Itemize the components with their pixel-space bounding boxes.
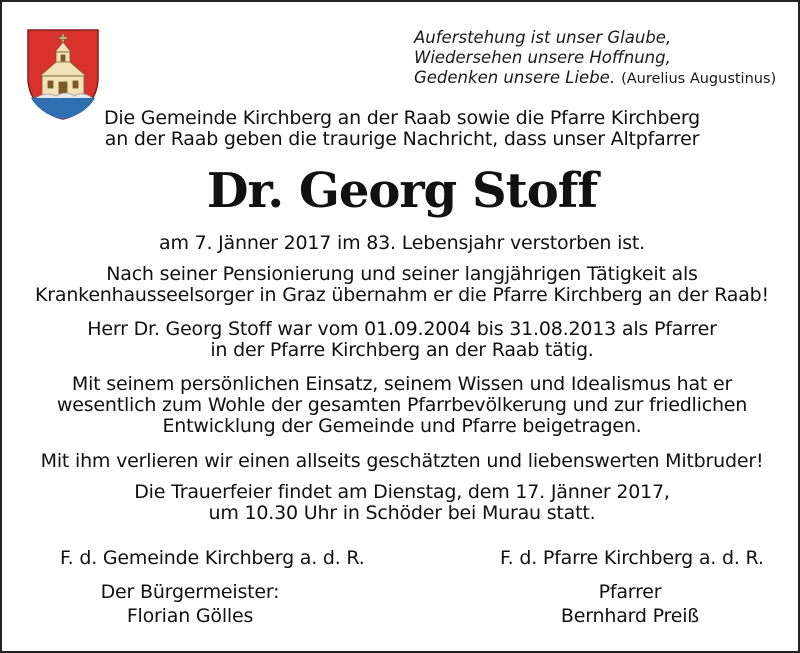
paragraph-career [2, 264, 800, 306]
quote-author: (Aurelius Augustinus) [621, 71, 777, 87]
signature-org: F. d. Gemeinde Kirchberg a. d. R. [60, 547, 365, 569]
paragraph-line: Die Trauerfeier findet am Dienstag, dem 17. Jänner 2017, [134, 481, 670, 503]
death-date-line: am 7. Jänner 2017 im 83. Lebensjahr verstorben ist. [159, 232, 645, 254]
signature-name: Bernhard Preiß [560, 605, 700, 627]
paragraph-line: Entwicklung der Gemeinde und Pfarre beigetragen. [162, 415, 642, 437]
signature-municipality [60, 546, 365, 628]
paragraph-funeral [2, 482, 800, 524]
intro-line: Die Gemeinde Kirchberg an der Raab sowie die Pfarre Kirchberg [103, 107, 701, 129]
paragraph-line: Mit seinem persönlichen Einsatz, seinem Wissen und Idealismus hat er [71, 373, 733, 395]
paragraph-line: Mit ihm verlieren wir einen allseits geschätzten und liebenswerten Mitbruder! [40, 450, 764, 472]
signature-role: Pfarrer [598, 581, 662, 603]
church-coat-of-arms-icon [26, 28, 100, 120]
paragraph-line: Nach seiner Pensionierung und seiner langjährigen Tätigkeit als [106, 263, 698, 285]
paragraph-loss [2, 451, 800, 472]
signature-name: Florian Gölles [126, 605, 254, 627]
paragraph-line: in der Pfarre Kirchberg an der Raab tätig. [210, 339, 594, 361]
death-date-text [2, 233, 800, 254]
paragraph-line: Krankenhausseelsorger in Graz übernahm er die Pfarre Kirchberg an der Raab! [35, 284, 769, 306]
intro-text [2, 108, 800, 150]
quote-line-text: Gedenken unsere Liebe. [414, 68, 616, 87]
epitaph-quote [414, 28, 794, 89]
paragraph-line: wesentlich zum Wohle der gesamten Pfarrbevölkerung und zur friedlichen [56, 394, 748, 416]
quote-line: Auferstehung ist unser Glaube, [414, 28, 672, 47]
signature-parish [500, 546, 764, 628]
paragraph-line: Herr Dr. Georg Stoff war vom 01.09.2004 bis 31.08.2013 als Pfarrer [87, 318, 717, 340]
paragraph-tenure [2, 319, 800, 361]
deceased-name: Dr. Georg Stoff [206, 163, 598, 219]
paragraph-line: um 10.30 Uhr in Schöder bei Murau statt. [208, 502, 596, 524]
paragraph-merits [2, 374, 800, 437]
intro-line: an der Raab geben die traurige Nachricht, dass unser Altpfarrer [104, 128, 700, 150]
signature-role: Der Bürgermeister: [100, 581, 280, 603]
signature-org: F. d. Pfarre Kirchberg a. d. R. [500, 547, 764, 569]
quote-line [414, 68, 794, 89]
quote-line: Wiedersehen unsere Hoffnung, [414, 48, 671, 67]
